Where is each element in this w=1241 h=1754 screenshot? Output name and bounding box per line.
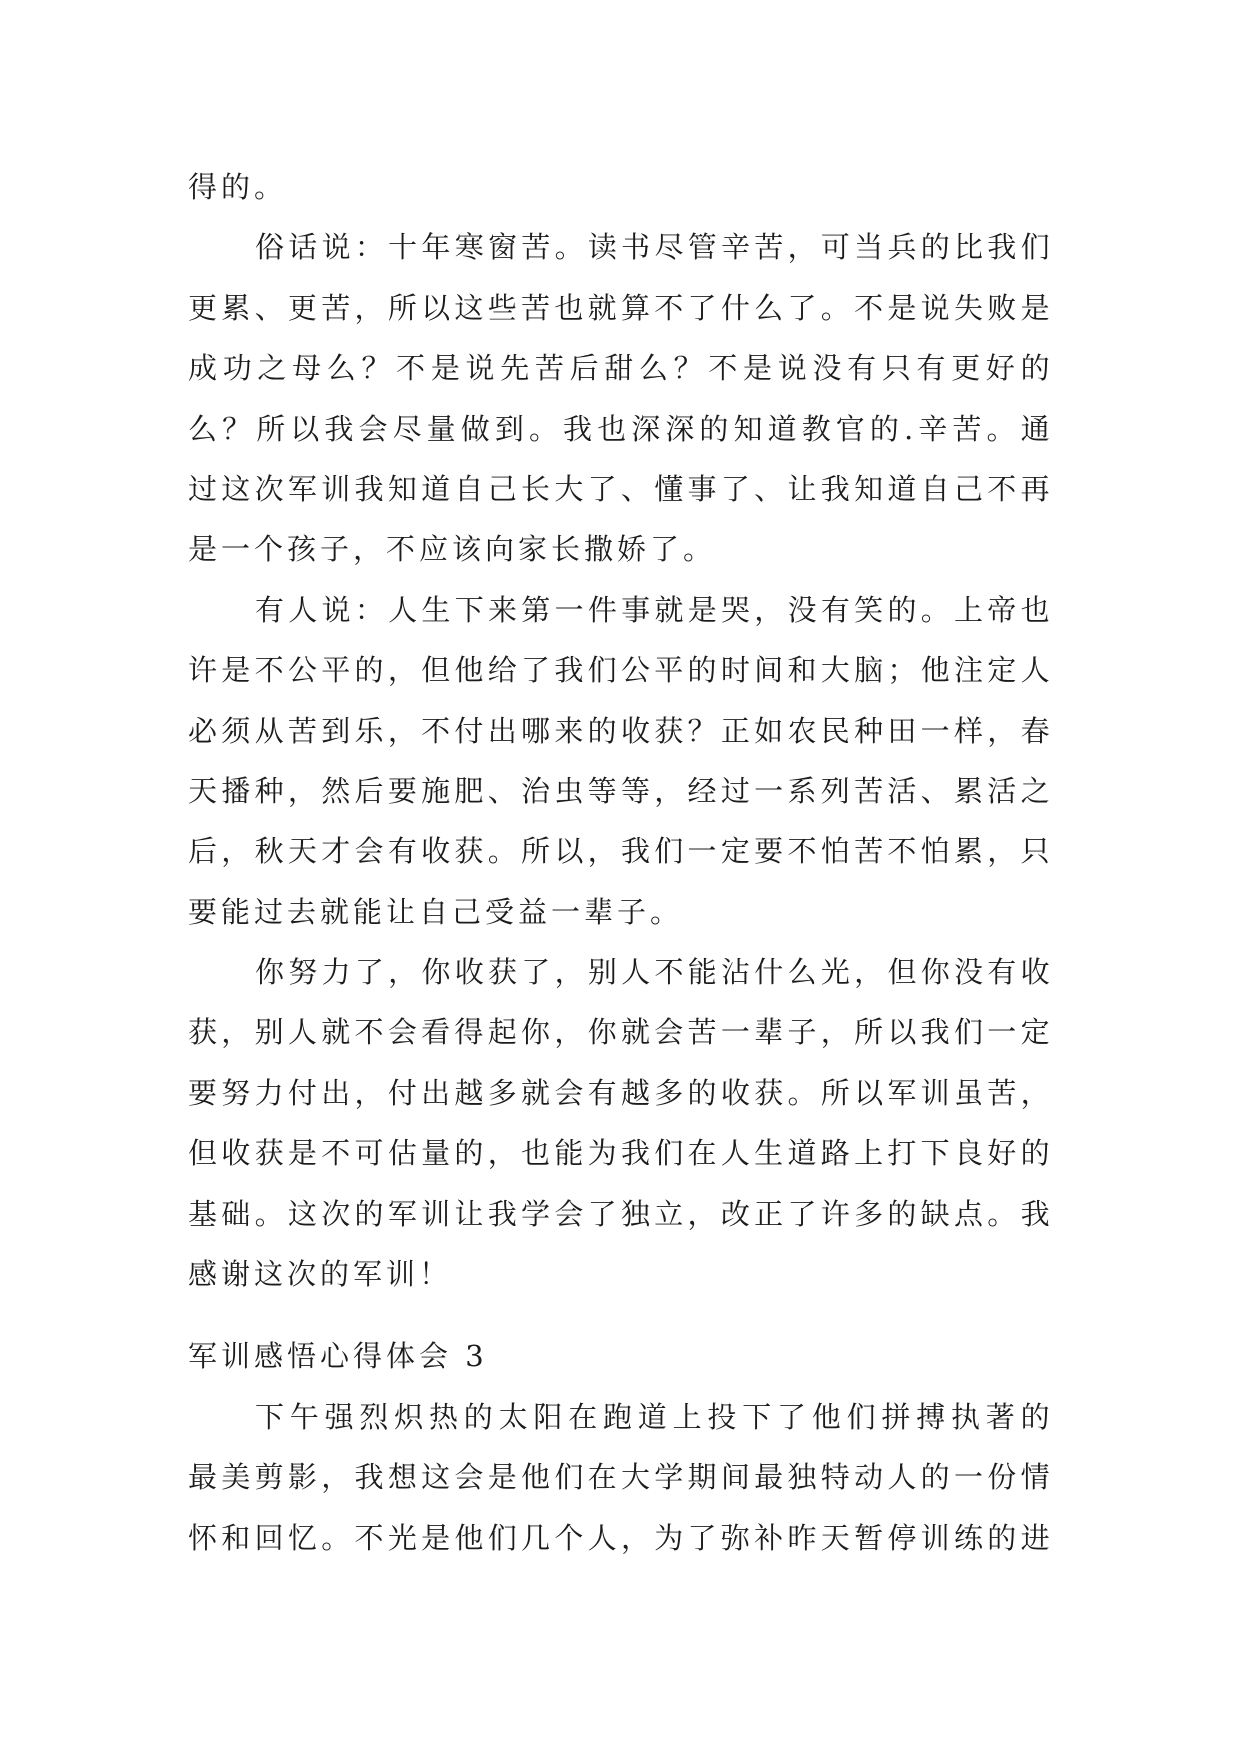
text-line: 过这次军训我知道自己长大了、懂事了、让我知道自己不再 — [188, 471, 1053, 506]
text-line: 天播种，然后要施肥、治虫等等，经过一系列苦活、累活之 — [188, 773, 1053, 808]
section-heading: 军训感悟心得体会 3 — [188, 1339, 488, 1374]
text-line: 后，秋天才会有收获。所以，我们一定要不怕苦不怕累，只 — [188, 834, 1053, 869]
paragraph — [188, 157, 1053, 217]
document-body — [188, 157, 1053, 1568]
text-line: 最美剪影，我想这会是他们在大学期间最独特动人的一份情 — [188, 1460, 1053, 1495]
text-line: 必须从苦到乐，不付出哪来的收获？正如农民种田一样，春 — [188, 713, 1053, 748]
text-line: 得的。 — [188, 170, 288, 204]
text-line: 是一个孩子，不应该向家长撒娇了。 — [188, 532, 717, 567]
text-line: 你努力了，你收获了，别人不能沾什么光，但你没有收 — [255, 955, 1053, 990]
paragraph — [188, 217, 1053, 579]
text-line: 基础。这次的军训让我学会了独立，改正了许多的缺点。我 — [188, 1196, 1053, 1231]
text-line: 么？所以我会尽量做到。我也深深的知道教官的.辛苦。通 — [188, 411, 1053, 446]
text-line: 更累、更苦，所以这些苦也就算不了什么了。不是说失败是 — [188, 290, 1053, 325]
paragraph — [188, 1387, 1053, 1568]
text-line: 要能过去就能让自己受益一辈子。 — [188, 894, 684, 929]
text-line: 下午强烈炽热的太阳在跑道上投下了他们拼搏执著的 — [255, 1399, 1053, 1434]
paragraph — [188, 942, 1053, 1304]
text-line: 要努力付出，付出越多就会有越多的收获。所以军训虽苦， — [188, 1075, 1053, 1110]
text-line: 有人说：人生下来第一件事就是哭，没有笑的。上帝也 — [255, 592, 1053, 627]
text-line: 获，别人就不会看得起你，你就会苦一辈子，所以我们一定 — [188, 1015, 1053, 1050]
text-line: 许是不公平的，但他给了我们公平的时间和大脑；他注定人 — [188, 653, 1053, 688]
text-line: 怀和回忆。不光是他们几个人，为了弥补昨天暂停训练的进 — [188, 1520, 1053, 1555]
text-line: 成功之母么？不是说先苦后甜么？不是说没有只有更好的 — [188, 351, 1053, 386]
text-line: 俗话说：十年寒窗苦。读书尽管辛苦，可当兵的比我们 — [255, 230, 1053, 265]
paragraph — [188, 580, 1053, 942]
text-line: 感谢这次的军训！ — [188, 1257, 453, 1292]
text-line: 但收获是不可估量的，也能为我们在人生道路上打下良好的 — [188, 1136, 1053, 1171]
